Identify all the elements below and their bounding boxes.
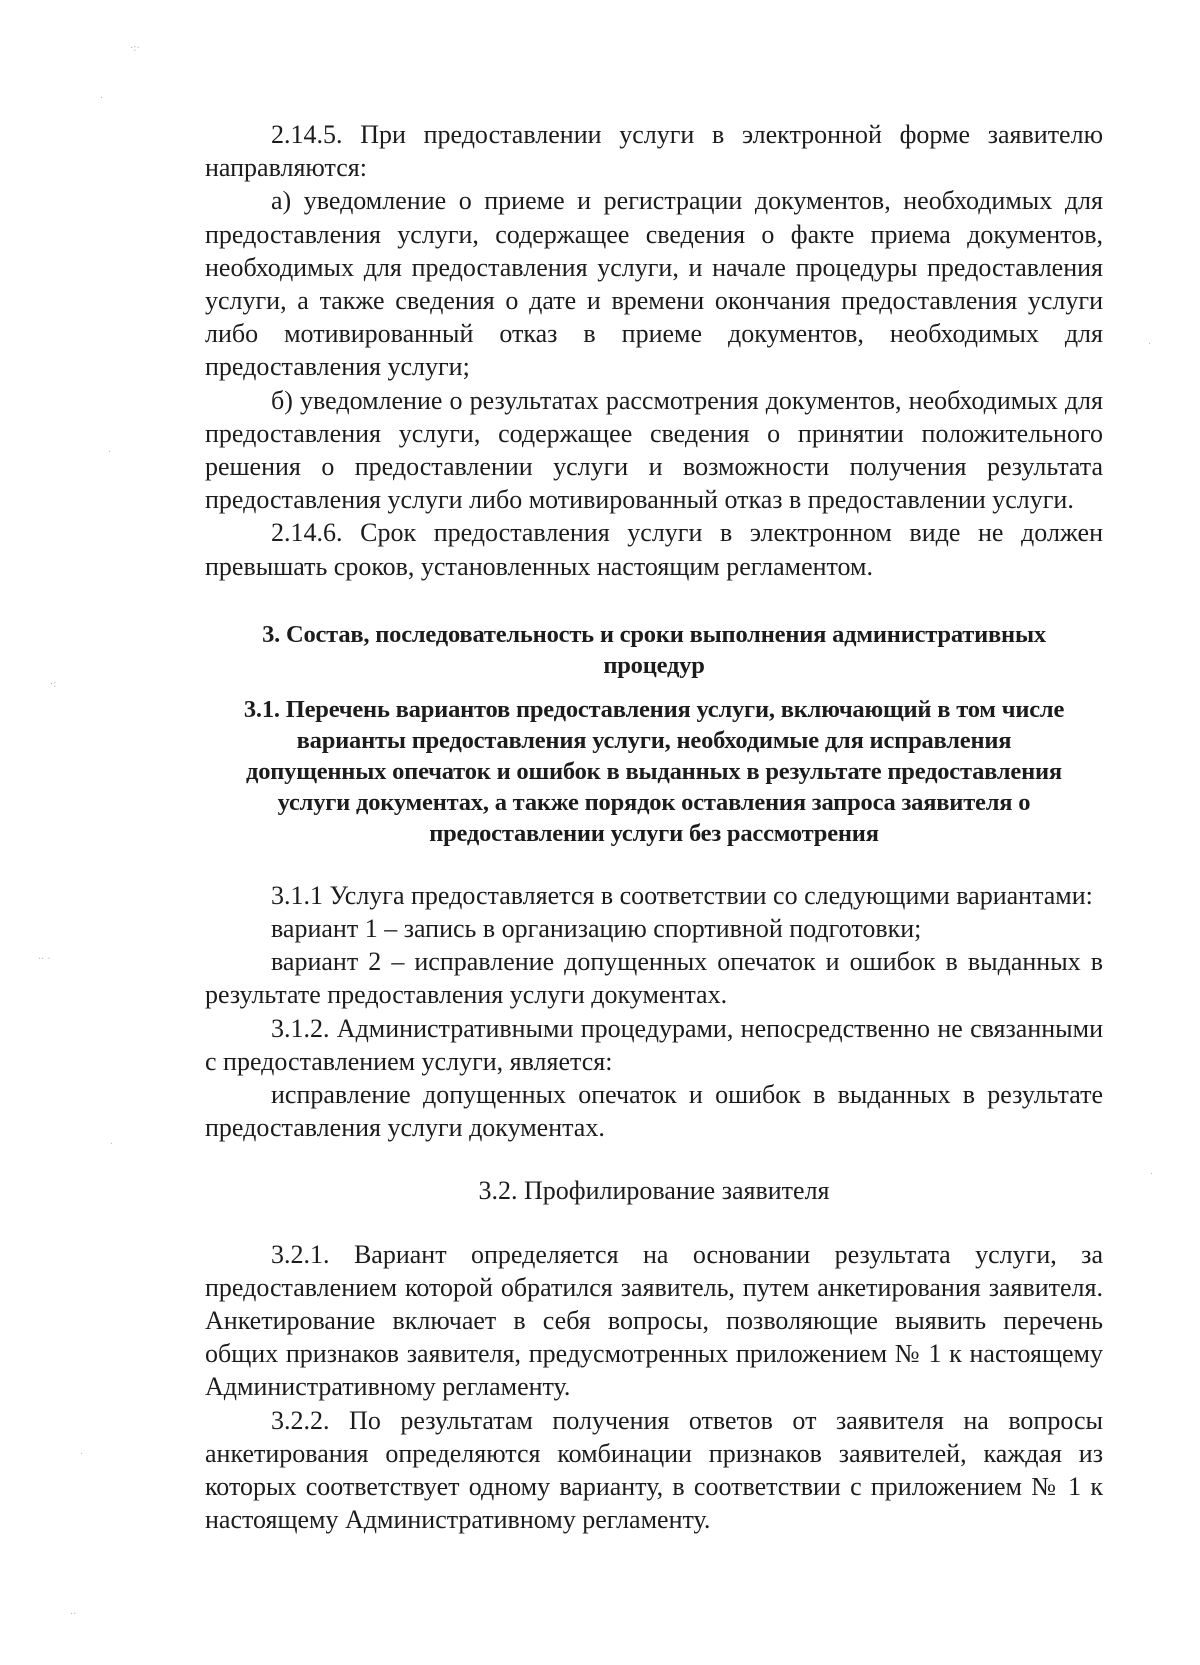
section-3-1-heading-line: допущенных опечаток и ошибок в выданных в результате предоставления: [246, 757, 1062, 785]
section-3-1-heading-line: 3.1. Перечень вариантов предоставления услуги, включающий в том числе: [243, 695, 1065, 723]
scan-speck: ·: [110, 1139, 114, 1150]
scan-speck: ··: [70, 1609, 77, 1620]
section-3-heading-line: 3. Состав, последовательность и сроки выполнения административных: [262, 620, 1046, 648]
scan-speck: ·: [1150, 1169, 1154, 1180]
paragraph-item-a: а) уведомление о приеме и регистрации документов, необходимых для предоставления услуги, содержащее сведения о факте приема документов, необходимых для предоставления услуги, и начале процедуры предоставления услуги, а также сведения о дате и времени окончания предоставления услуги либо мотивированный отказ в приеме документов, необходимых для предоставления услуги;: [205, 186, 1103, 382]
paragraph-variant-1: вариант 1 – запись в организацию спортивной подготовки;: [271, 914, 922, 944]
section-3-heading: [205, 619, 1103, 681]
paragraph-2-14-5: 2.14.5. При предоставлении услуги в электронной форме заявителю направляются:: [205, 120, 1103, 183]
scan-speck: ·: [108, 447, 112, 458]
scan-speck: ·: [100, 93, 104, 104]
spacer: [205, 583, 1103, 619]
scan-speck: ·:: [50, 679, 57, 690]
paragraph-2-14-6: 2.14.6. Срок предоставления услуги в электронном виде не должен превышать сроков, установленных настоящим регламентом.: [205, 518, 1103, 581]
spacer: [205, 681, 1103, 694]
paragraph-item-b: б) уведомление о результатах рассмотрения документов, необходимых для предоставления услуги, содержащее сведения о принятии положительного решения о предоставлении услуги и возможности получения результата предоставления услуги либо мотивированный отказ в предоставлении услуги.: [205, 385, 1103, 515]
section-3-1-heading-line: услуги документах, а также порядок оставления запроса заявителя о: [277, 788, 1031, 816]
paragraph-3-1-2: 3.1.2. Административными процедурами, непосредственно не связанными с предоставлением услуги, является:: [205, 1013, 1103, 1076]
scan-speck: ·· ·: [38, 954, 51, 965]
paragraph-correction: исправление допущенных опечаток и ошибок в выданных в результате предоставления услуги документах.: [205, 1080, 1103, 1143]
spacer: [205, 1144, 1103, 1174]
scan-speck: ·: [80, 1449, 84, 1460]
document-body: [205, 118, 1103, 1537]
spacer: [205, 849, 1103, 879]
section-3-1-heading: [205, 694, 1103, 849]
paragraph-3-2-2: 3.2.2. По результатам получения ответов от заявителя на вопросы анкетирования определяются комбинации признаков заявителей, каждая из которых соответствует одному варианту, в соответствии с приложением № 1 к настоящему Административному регламенту.: [205, 1405, 1103, 1535]
section-3-1-heading-line: предоставлении услуги без рассмотрения: [429, 819, 879, 847]
scan-speck: ·:·: [130, 43, 140, 54]
section-3-1-heading-line: варианты предоставления услуги, необходимые для исправления: [296, 726, 1012, 754]
paragraph-3-2-1: 3.2.1. Вариант определяется на основании результата услуги, за предоставлением которой обратился заявитель, путем анкетирования заявителя. Анкетирование включает в себя вопросы, позволяющие выявить перечень общих признаков заявителя, предусмотренных приложением № 1 к настоящему Административному регламенту.: [205, 1239, 1103, 1402]
section-3-heading-line: процедур: [603, 651, 705, 679]
section-3-2-heading: 3.2. Профилирование заявителя: [478, 1176, 830, 1206]
scan-speck: ·: [1148, 339, 1152, 350]
paragraph-variant-2: вариант 2 – исправление допущенных опечаток и ошибок в выданных в результате предоставления услуги документах.: [205, 947, 1103, 1010]
spacer: [205, 1208, 1103, 1238]
paragraph-3-1-1: 3.1.1 Услуга предоставляется в соответствии со следующими вариантами:: [271, 880, 1093, 910]
